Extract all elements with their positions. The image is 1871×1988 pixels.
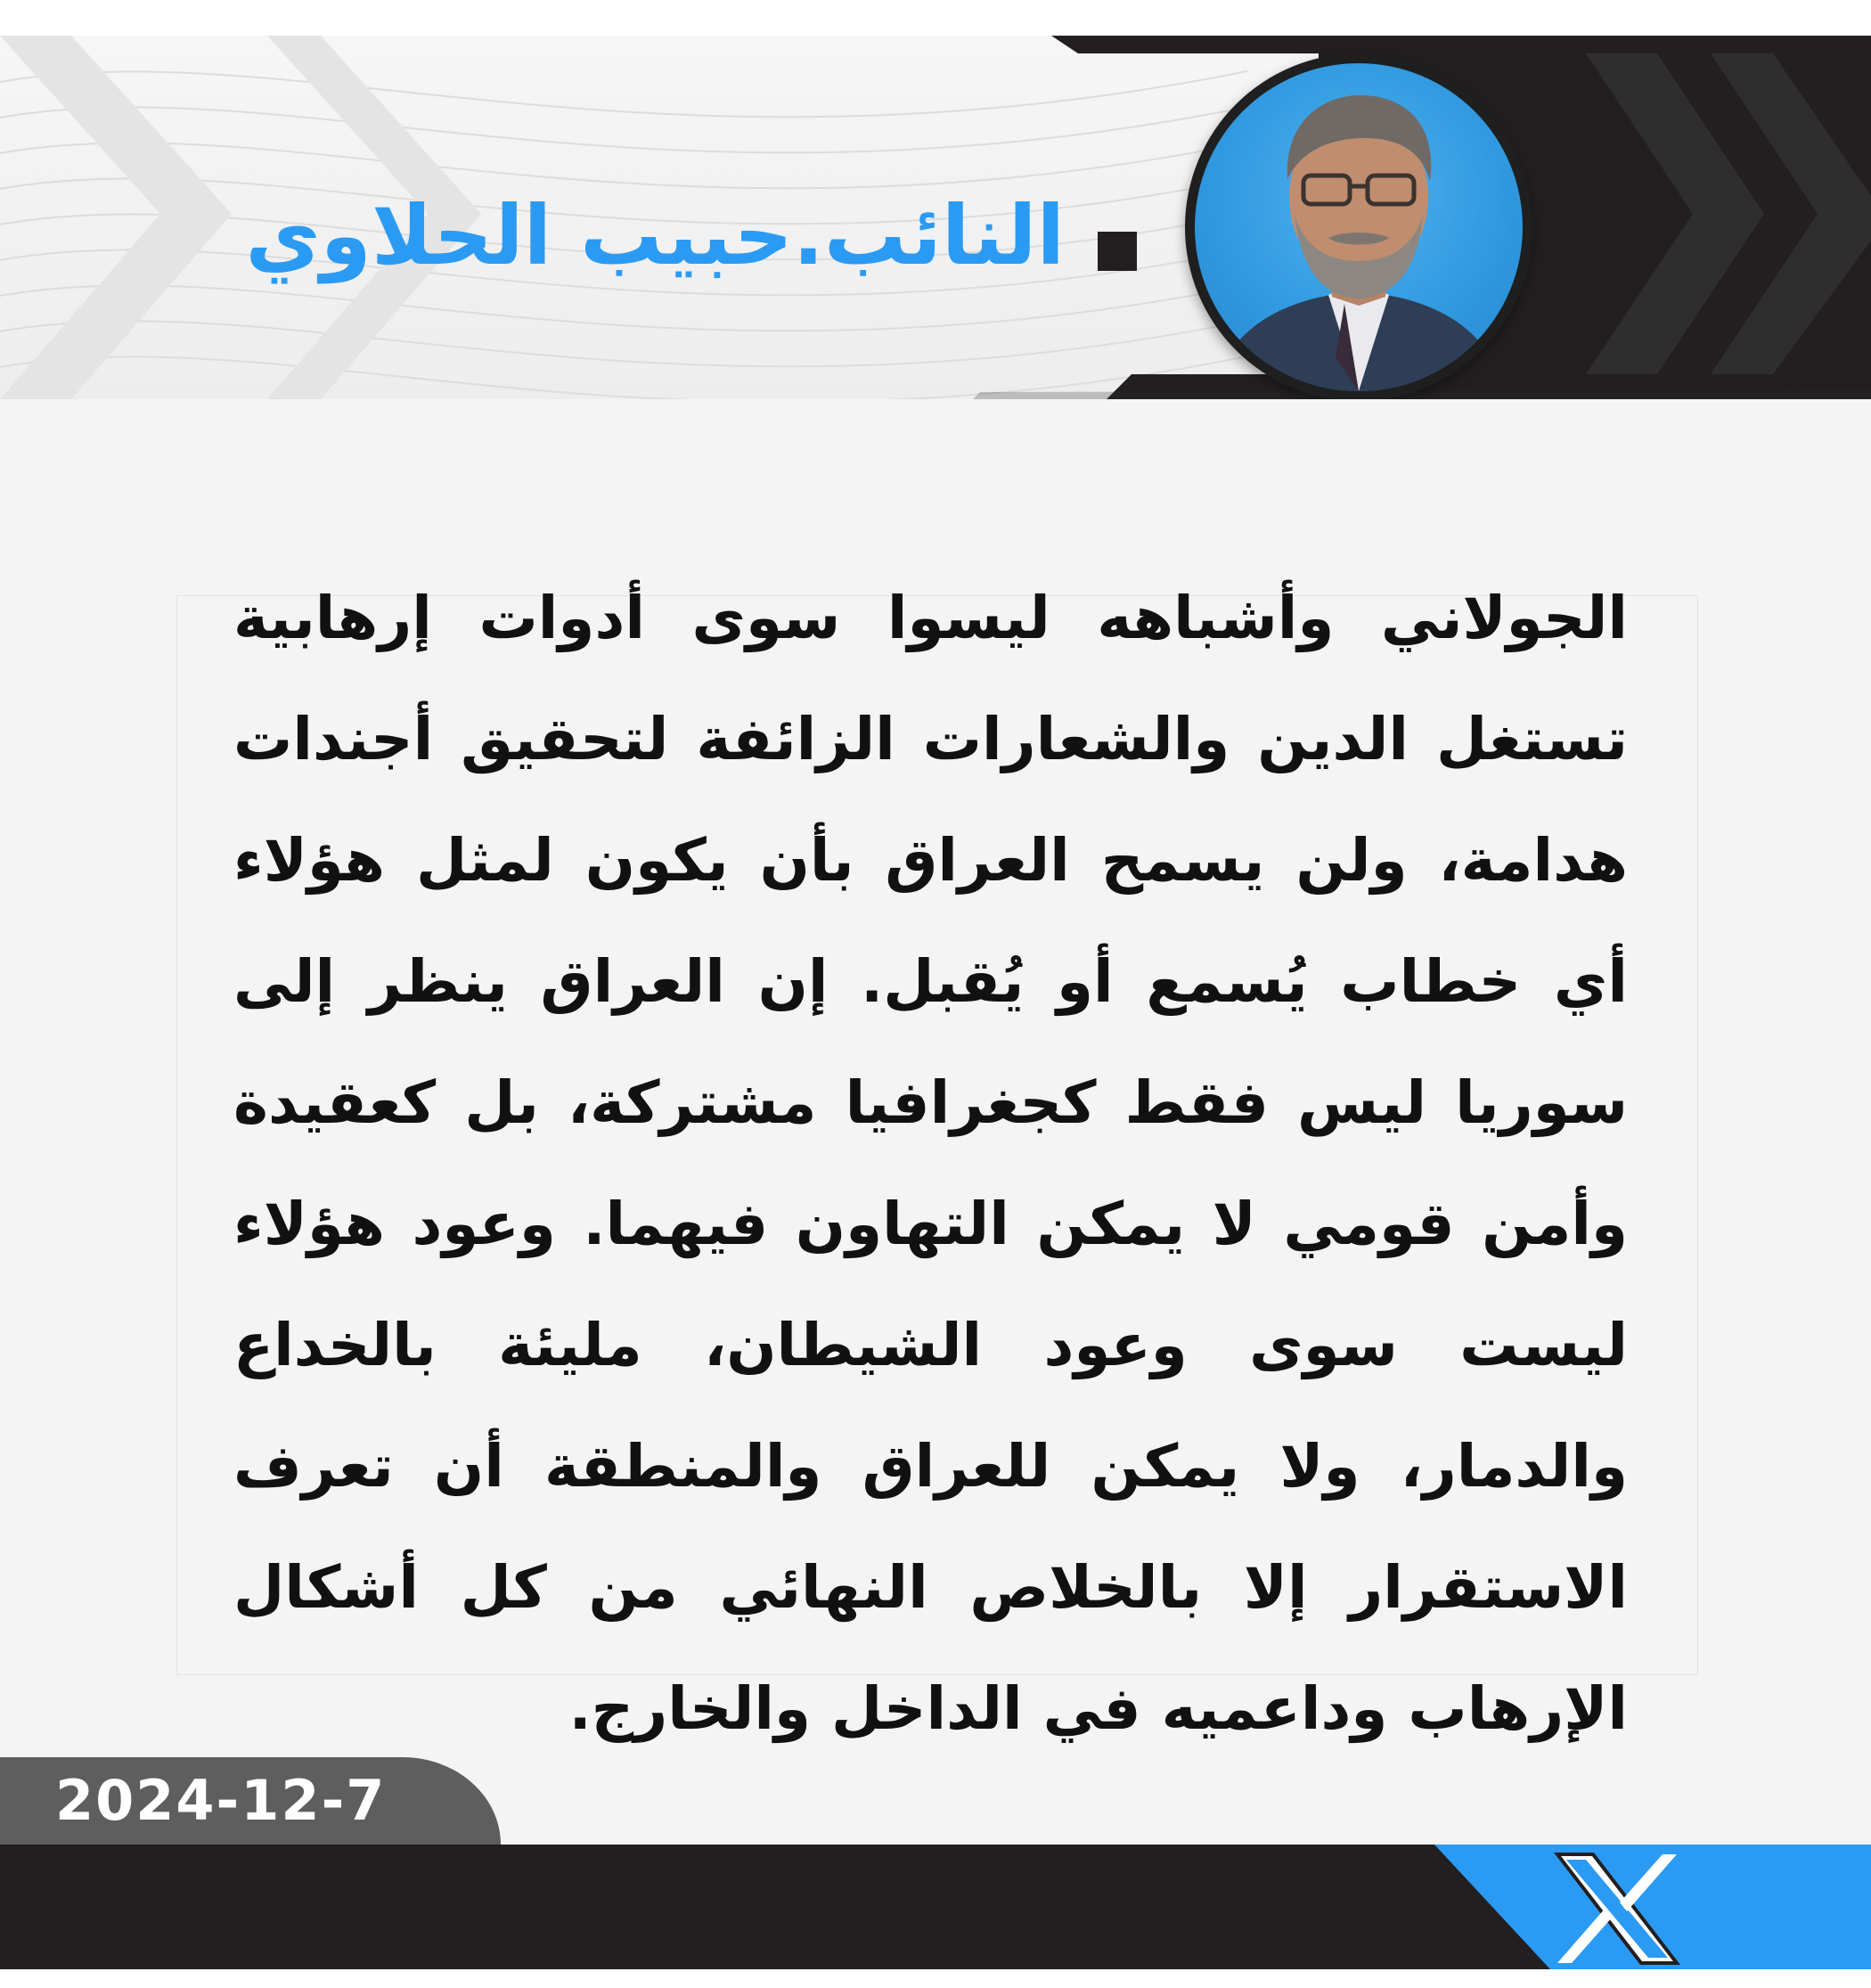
- statement-card: [0, 36, 1871, 1969]
- post-date: 2024-12-7: [55, 1768, 387, 1833]
- x-logo-icon[interactable]: [1550, 1851, 1684, 1967]
- portrait-photo: [1195, 63, 1523, 391]
- header-banner: [0, 36, 1871, 399]
- name-bullet-marker: [1098, 232, 1137, 271]
- speaker-name: النائب.حبيب الحلاوي: [245, 188, 1065, 283]
- statement-text: الجولاني وأشباهه ليسوا سوى أدوات إرهابية تستغل الدين والشعارات الزائفة لتحقيق أجندات هدامة، ولن يسمح العراق بأن يكون لمثل هؤلاء أي خطاب يُسمع أو يُقبل. إن العراق ينظر إلى سوريا ليس فقط كجغرافيا مشتركة، بل كعقيدة وأمن قومي لا يمكن التهاون فيهما. وعود هؤلاء ليست سوى وعود الشيطان، مليئة بالخداع والدمار، ولا يمكن للعراق والمنطقة أن تعرف الاستقرار إلا بالخلاص النهائي من كل أشكال الإرهاب وداعميه في الداخل والخارج.: [233, 584, 1628, 1743]
- person-portrait-icon: [1195, 63, 1523, 391]
